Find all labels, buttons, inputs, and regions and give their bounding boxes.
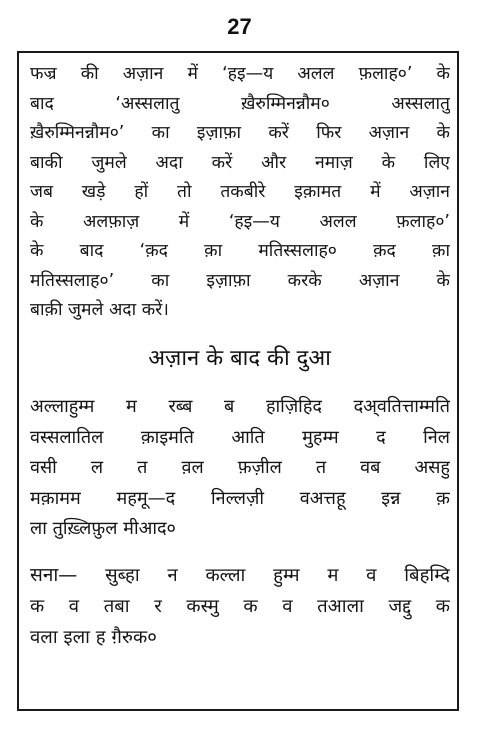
text-line: फज्र की अज़ान में ‘हइ—य अलल फ़लाह०’ के xyxy=(30,64,450,84)
paragraph-azan-fajr xyxy=(30,60,450,326)
text-line-sana-first xyxy=(30,560,450,591)
text-line: मतिस्सलाह०’ का इज़ाफ़ा करके अज़ान के xyxy=(30,270,450,291)
text-line: जब खड़े हों तो तकबीरे इक़ामत में अज़ान xyxy=(30,182,450,202)
text-line: के बाद ‘क़द क़ा मतिस्सलाह० क़द क़ा xyxy=(30,241,450,261)
page-number: 27 xyxy=(227,14,252,39)
paragraph-dua xyxy=(30,392,450,545)
text-line: वसी ल त व़ल फ़ज़ील त वब असहु xyxy=(30,457,450,478)
text-line: ख़ैरुम्मिनन्नौम०’ का इज़ाफ़ा करें फिर अज़ान के xyxy=(30,123,450,143)
text-line: बाक़ी जुमले अदा करें। xyxy=(30,300,169,320)
text-line: क व तबा र कस्मु क व तआला जद्दु क xyxy=(30,596,450,617)
text-line: ला तुख़्लिफ़ुल मीआद० xyxy=(30,518,176,539)
text-line: मक़ामम महमू—द निल्लज़ी वअत्तहू इन्न क़ xyxy=(30,487,450,509)
text-line: बाकी जुमले अदा करें और नमाज़ के लिए xyxy=(30,152,450,173)
text-line: वला इला ह ग़ैरुक० xyxy=(30,627,157,648)
section-heading: अज़ान के बाद की दुआ xyxy=(148,346,331,371)
text-line: अल्लाहुम्म म रब्ब ब हाज़िहिद दअ्वतित्ताम्मति xyxy=(30,396,450,417)
paragraph-sana xyxy=(30,560,450,653)
text-line: बाद ‘अस्सलातु ख़ैरुम्मिनन्नौम० अस्सलातु xyxy=(30,93,450,114)
sana-first-line-text: सुब्हा न कल्ला हुम्म म व बिहम्दि xyxy=(105,565,450,586)
sana-label: सना— xyxy=(30,564,78,586)
text-line: के अलफ़ाज़ में ‘हइ—य अलल फ़लाह०’ xyxy=(30,211,450,232)
text-line: वस्सलातिल क़ाइमति आति मुहम्म द निल xyxy=(30,426,450,448)
